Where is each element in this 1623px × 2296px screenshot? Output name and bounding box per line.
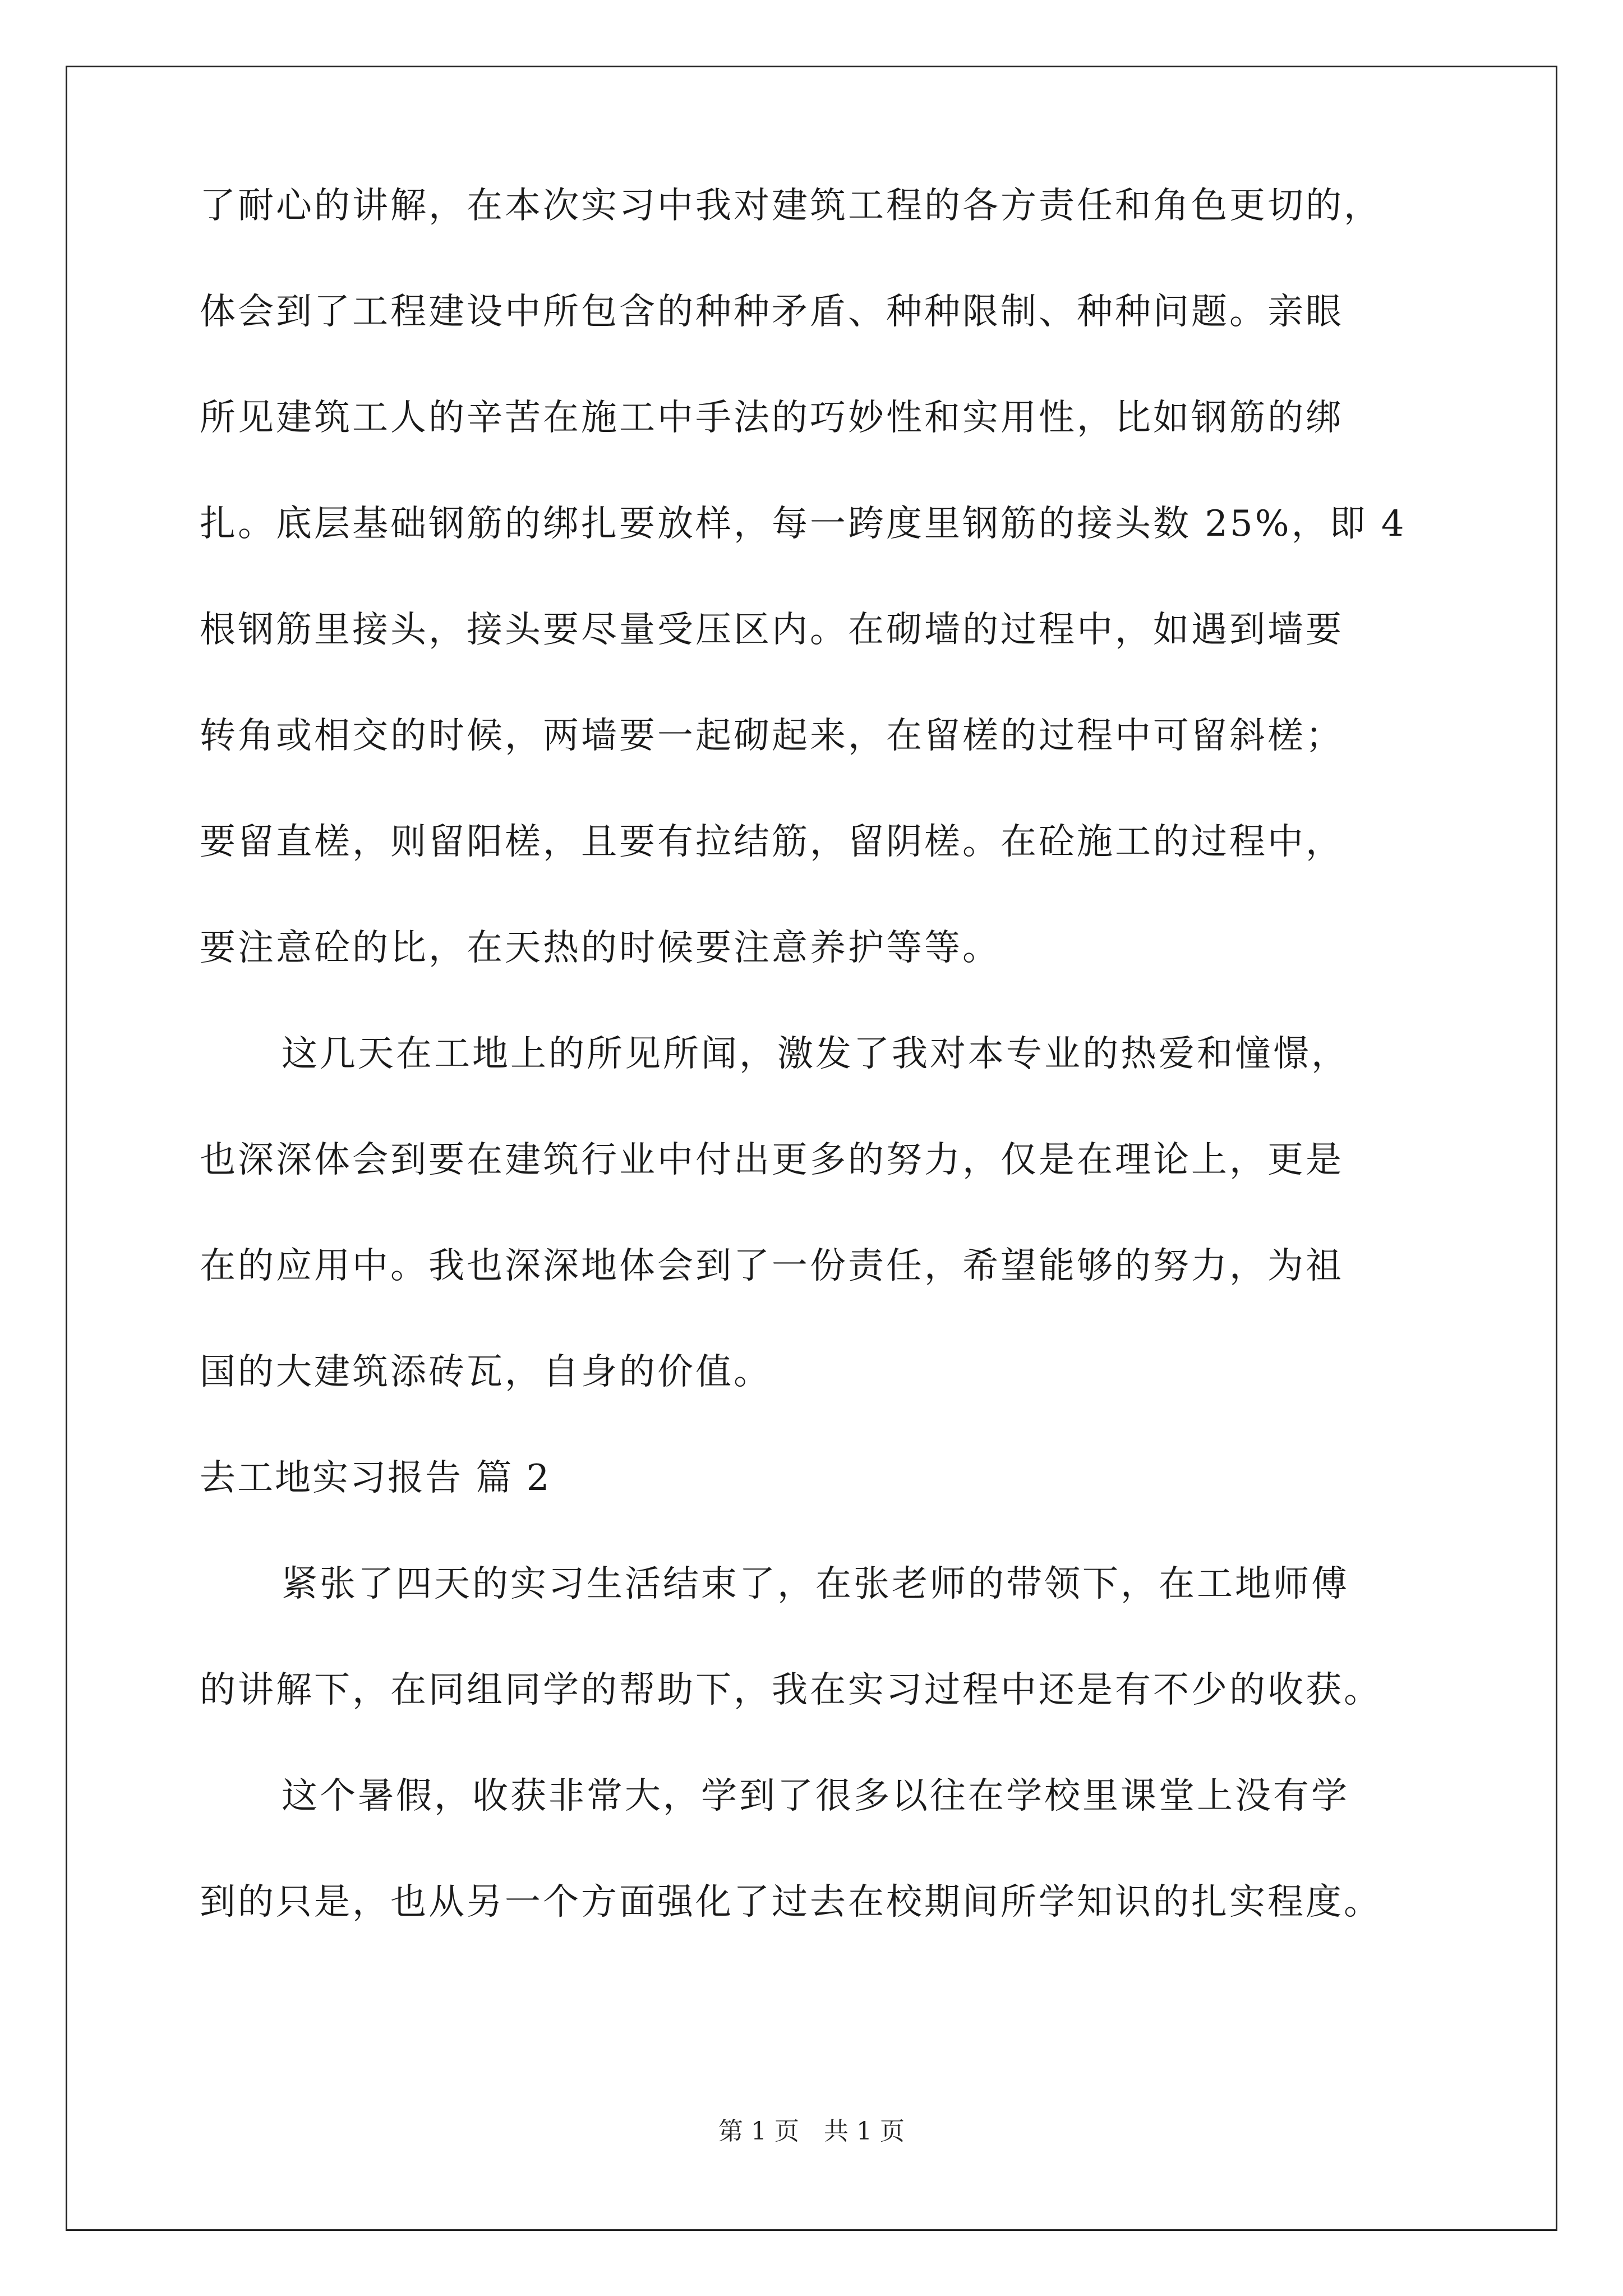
text-line: 要注意砼的比，在天热的时候要注意养护等等。 bbox=[200, 927, 1000, 969]
text-line: 要留直槎，则留阳槎，且要有拉结筋，留阴槎。在砼施工的过程中， bbox=[200, 821, 1344, 863]
text-line: 国的大建筑添砖瓦，自身的价值。 bbox=[200, 1351, 772, 1393]
paragraph-start-line: 紧张了四天的实习生活结束了，在张老师的带领下，在工地师傅 bbox=[282, 1563, 1349, 1605]
paragraph-start-line: 这几天在工地上的所见所闻，激发了我对本专业的热爱和憧憬， bbox=[282, 1033, 1349, 1075]
text-line: 转角或相交的时候，两墙要一起砌起来，在留槎的过程中可留斜槎； bbox=[200, 715, 1344, 757]
text-line: 也深深体会到要在建筑行业中付出更多的努力，仅是在理论上，更是 bbox=[200, 1139, 1344, 1181]
document-body bbox=[200, 180, 1450, 1982]
text-line: 了耐心的讲解，在本次实习中我对建筑工程的各方责任和角色更切的， bbox=[200, 185, 1382, 227]
text-line: 根钢筋里接头，接头要尽量受压区内。在砌墙的过程中，如遇到墙要 bbox=[200, 609, 1344, 651]
text-line: 体会到了工程建设中所包含的种种矛盾、种种限制、种种问题。亲眼 bbox=[200, 291, 1344, 333]
text-line: 在的应用中。我也深深地体会到了一份责任，希望能够的努力，为祖 bbox=[200, 1245, 1344, 1287]
paragraph-start-line: 这个暑假，收获非常大，学到了很多以往在学校里课堂上没有学 bbox=[282, 1775, 1349, 1817]
text-line: 所见建筑工人的辛苦在施工中手法的巧妙性和实用性，比如钢筋的绑 bbox=[200, 397, 1344, 439]
text-line: 扎。底层基础钢筋的绑扎要放样，每一跨度里钢筋的接头数 25%，即 4 bbox=[200, 503, 1407, 545]
text-line: 的讲解下，在同组同学的帮助下，我在实习过程中还是有不少的收获。 bbox=[200, 1669, 1382, 1711]
page-number-footer: 第 1 页 共 1 页 bbox=[718, 2117, 905, 2146]
text-line: 到的只是，也从另一个方面强化了过去在校期间所学知识的扎实程度。 bbox=[200, 1881, 1382, 1923]
section-heading: 去工地实习报告 篇 2 bbox=[200, 1457, 551, 1499]
